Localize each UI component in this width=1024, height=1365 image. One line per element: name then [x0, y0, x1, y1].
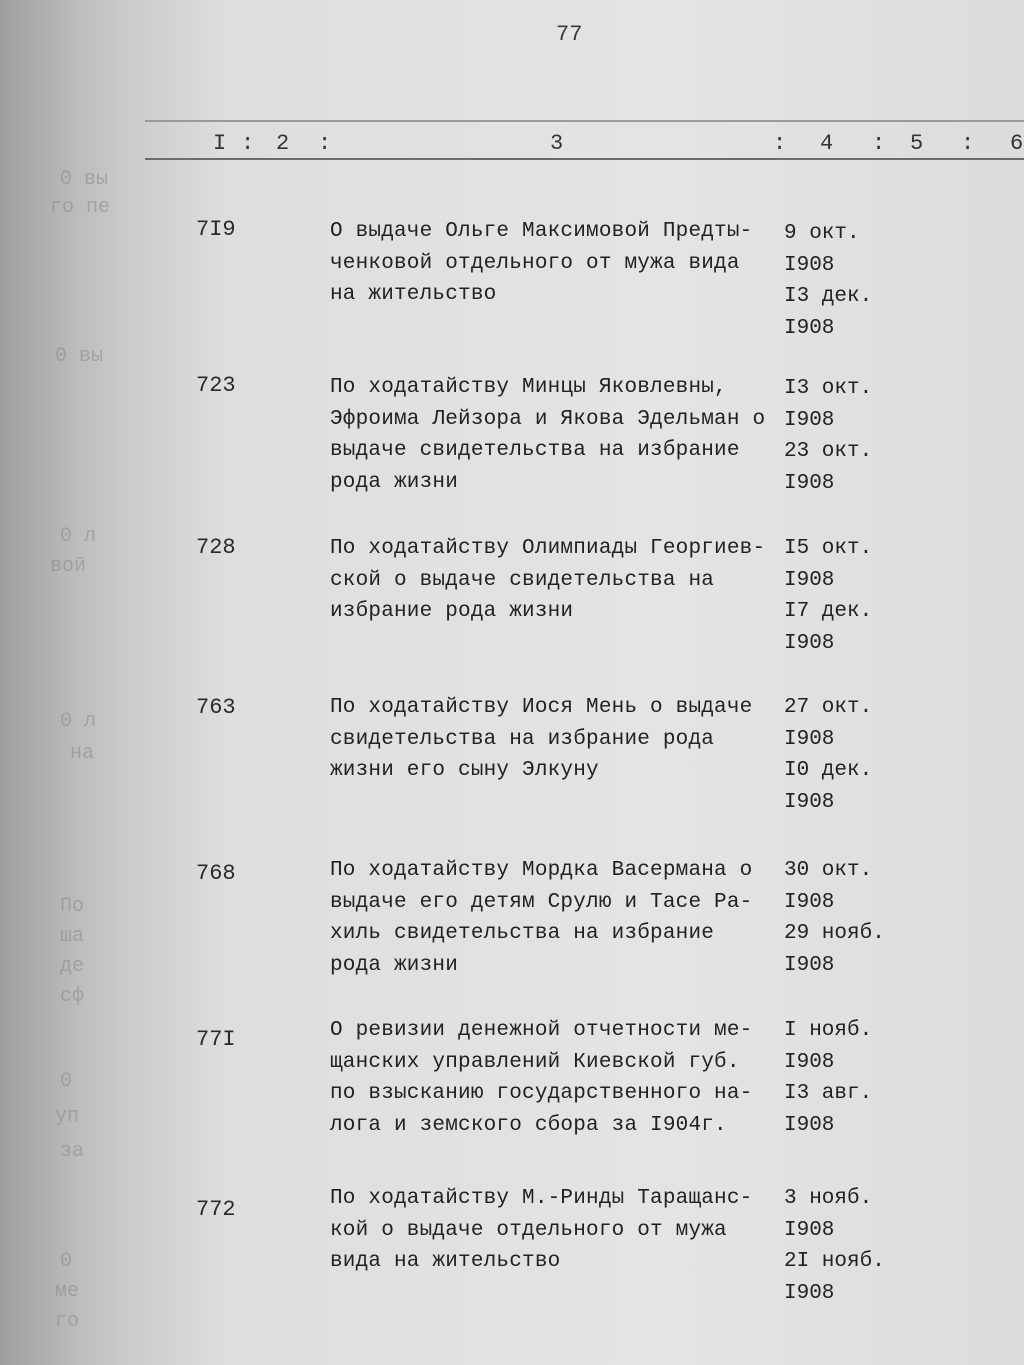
entry-dates: 30 окт. I908 29 нояб. I908	[784, 859, 885, 977]
entry-dates: I5 окт. I908 I7 дек. I908	[784, 537, 873, 655]
bleed-through-text: 0 л	[60, 525, 97, 548]
bleed-through-text: уп	[55, 1105, 80, 1128]
bleed-through-text: 0 вы	[55, 345, 104, 368]
bleed-through-text: 0	[60, 1250, 73, 1273]
entry-dates: 9 окт. I908 I3 дек. I908	[784, 222, 873, 340]
column-separator: :	[318, 131, 332, 156]
column-separator: :	[961, 131, 975, 156]
bleed-through-text: 0 л	[60, 710, 97, 733]
column-header: 5	[910, 131, 924, 156]
entry-number: 723	[196, 373, 236, 398]
entry-number: 768	[196, 861, 236, 886]
entry-description: По ходатайству Олимпиады Георгиев- ской о выдаче свидетельства на избрание рода жизни	[330, 537, 766, 623]
column-header: I	[213, 131, 227, 156]
entry-number: 7I9	[196, 217, 236, 242]
column-separator: :	[241, 131, 255, 156]
entry-number: 772	[196, 1197, 236, 1222]
entry-description: По ходатайству Минцы Яковлевны, Эфроима Лейзора и Якова Эдельман о выдаче свидетельства на избрание рода жизни	[330, 376, 766, 494]
entry-description: О ревизии денежной отчетности ме- щанских управлений Киевской губ. по взысканию государственного на- лога и земского сбора за I904г.	[330, 1019, 753, 1137]
page-number: 77	[556, 22, 583, 47]
bleed-through-text: ша	[60, 925, 85, 948]
bleed-through-text: де	[60, 955, 85, 978]
entry-dates: I3 окт. I908 23 окт. I908	[784, 377, 873, 495]
bleed-through-text: го	[55, 1310, 80, 1333]
entry-dates: 3 нояб. I908 2I нояб. I908	[784, 1187, 885, 1305]
entry-dates: I нояб. I908 I3 авг. I908	[784, 1019, 873, 1137]
bleed-through-text: сф	[60, 985, 85, 1008]
header-top-rule	[145, 120, 1024, 122]
bleed-through-text: ме	[55, 1280, 80, 1303]
column-header: 3	[550, 131, 564, 156]
entry-dates: 27 окт. I908 I0 дек. I908	[784, 696, 873, 814]
entry-number: 728	[196, 535, 236, 560]
entry-description: По ходатайству Иося Мень о выдаче свидетельства на избрание рода жизни его сыну Элкуну	[330, 696, 753, 782]
column-header: 6	[1010, 131, 1024, 156]
column-header: 4	[820, 131, 834, 156]
bleed-through-text: вой	[50, 555, 87, 578]
column-separator: :	[872, 131, 886, 156]
bleed-through-text: го пе	[50, 196, 111, 219]
entry-number: 77I	[196, 1027, 236, 1052]
entry-number: 763	[196, 695, 236, 720]
document-page	[118, 0, 1024, 1365]
bleed-through-text: за	[60, 1140, 85, 1163]
bleed-through-text: 0 вы	[60, 168, 109, 191]
header-bottom-rule	[145, 158, 1024, 160]
bleed-through-text: на	[70, 742, 95, 765]
entry-description: По ходатайству Мордка Васермана о выдаче его детям Срулю и Тасе Ра- хиль свидетельства на избрание рода жизни	[330, 859, 753, 977]
bleed-through-text: По	[60, 895, 85, 918]
bleed-through-text: 0	[60, 1070, 73, 1093]
column-header: 2	[276, 131, 290, 156]
entry-description: О выдаче Ольге Максимовой Предты- ченковой отдельного от мужа вида на жительство	[330, 220, 753, 306]
column-separator: :	[773, 131, 787, 156]
entry-description: По ходатайству М.-Ринды Таращанс- кой о выдаче отдельного от мужа вида на жительство	[330, 1187, 753, 1273]
